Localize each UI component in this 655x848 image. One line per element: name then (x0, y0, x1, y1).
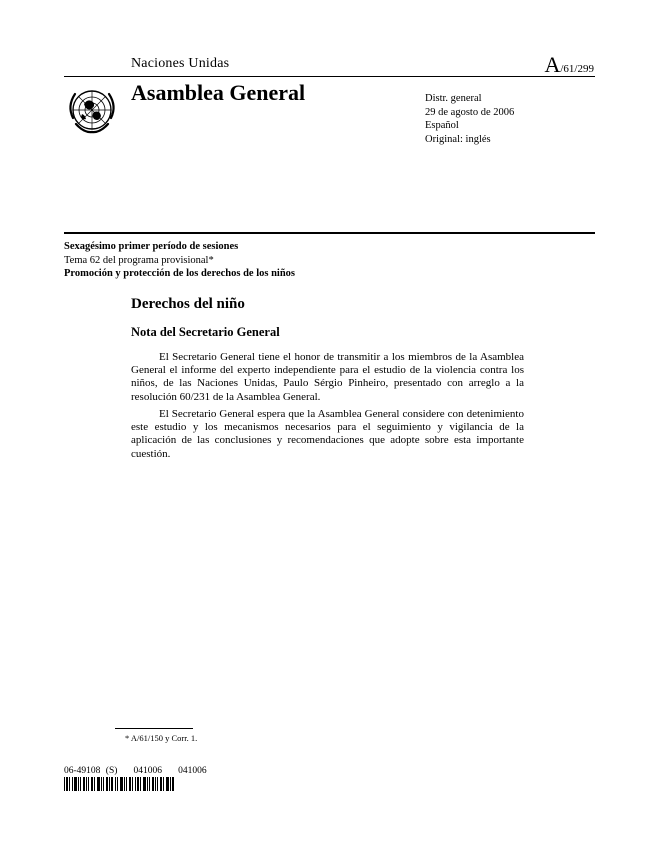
assembly-title: Asamblea General (131, 80, 306, 105)
header-divider (64, 76, 595, 77)
session-block (64, 240, 295, 281)
agenda-item: Tema 62 del programa provisional* (64, 254, 214, 266)
body-paragraph: El Secretario General espera que la Asamblea General considere con detenimiento este estudio y los mecanismos necesarios para el seguimiento y vigilancia de la aplicación de las conclusiones y recomendaciones que adopte sobre esta importante cuestión. (131, 408, 524, 460)
organization-name: Naciones Unidas (131, 56, 230, 71)
distribution-line: Original: inglés (425, 133, 491, 145)
body-paragraph: El Secretario General tiene el honor de transmitir a los miembros de la Asamblea General el informe del experto independiente para el estudio de la violencia contra los niños, de las Naciones Unidas, Paulo Sérgio Pinheiro, presentado con arreglo a la resolución 60/231 de la Asamblea General. (131, 351, 524, 403)
distribution-line: Español (425, 120, 459, 131)
distribution-line: 29 de agosto de 2006 (425, 106, 515, 118)
footnote: * A/61/150 y Corr. 1. (125, 733, 198, 743)
distribution-block (425, 92, 514, 146)
document-number: 06-49108 (S) 041006 041006 (64, 766, 207, 776)
footnote-divider (115, 728, 193, 729)
document-symbol-number: /61/299 (560, 63, 594, 75)
document-symbol (544, 52, 594, 78)
barcode-icon (64, 777, 174, 791)
agenda-topic: Promoción y protección de los derechos de los niños (64, 268, 295, 279)
session-title: Sexagésimo primer período de sesiones (64, 241, 239, 252)
document-title: Derechos del niño (131, 296, 245, 312)
un-emblem-icon (64, 82, 120, 138)
distribution-line: Distr. general (425, 93, 482, 104)
section-divider (64, 232, 595, 234)
document-symbol-letter: A (544, 52, 561, 77)
document-subtitle: Nota del Secretario General (131, 325, 280, 339)
